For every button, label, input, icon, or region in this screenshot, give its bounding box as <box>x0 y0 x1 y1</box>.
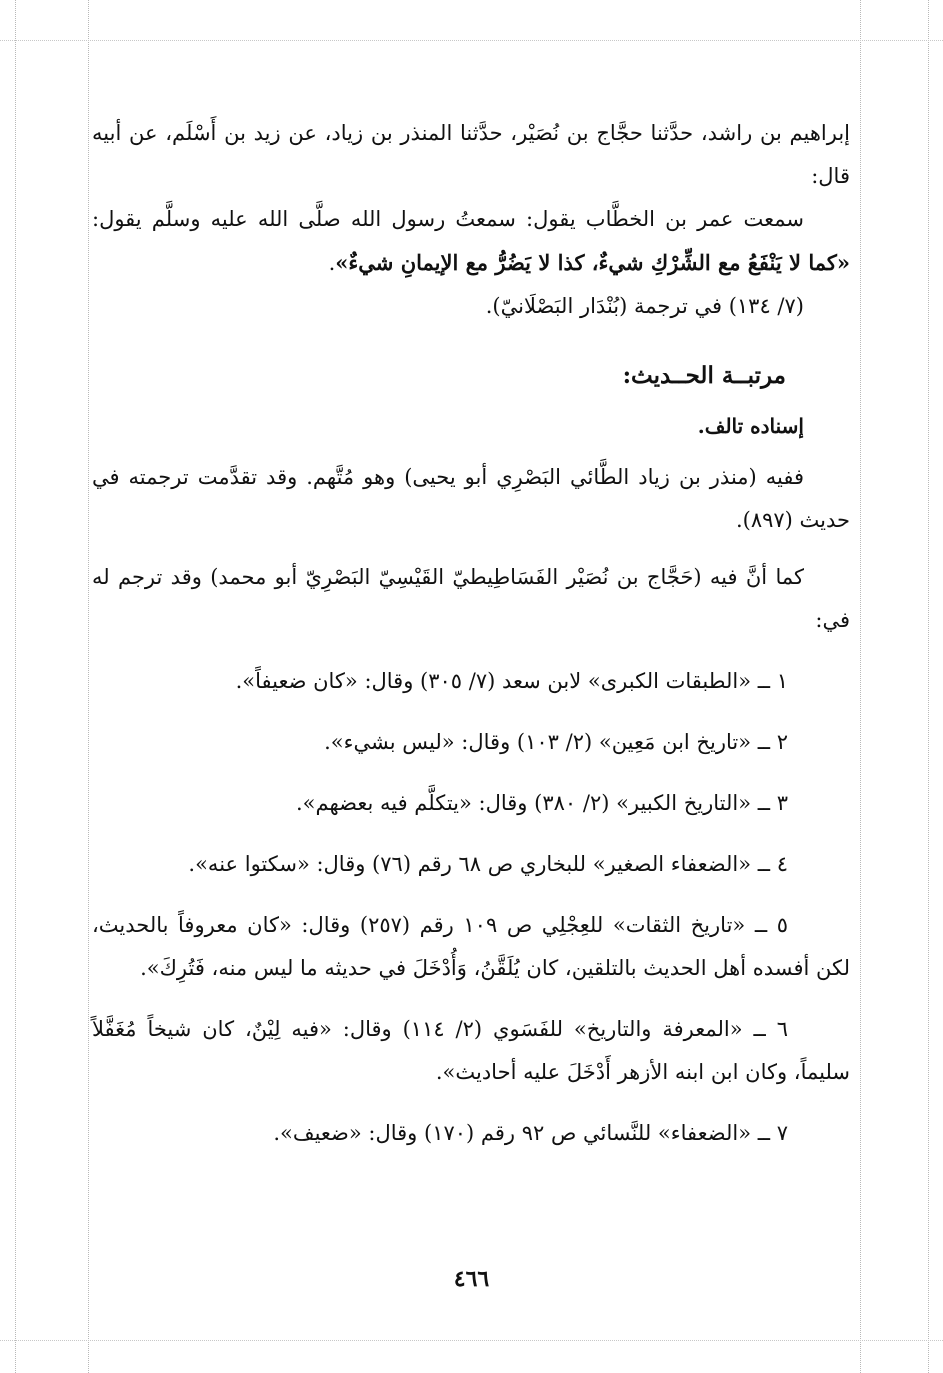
source-item-7: ٧ ــ «الضعفاء» للنَّسائي ص ٩٢ رقم (١٧٠) وقال: «ضعيف». <box>273 1121 788 1145</box>
scan-margin-line <box>928 0 929 1373</box>
hadith-text: «كما لا يَنْفَعُ مع الشِّرْكِ شيءٌ، كذا لا يَضُرُّ مع الإيمانِ شيءٌ» <box>335 250 850 275</box>
page-number: ٤٦٦ <box>453 1266 490 1292</box>
grading-verdict: إسناده تالف. <box>697 414 804 438</box>
scan-margin-line <box>15 0 16 1373</box>
page-body <box>92 112 850 1155</box>
scan-margin-line <box>0 1340 943 1341</box>
source-item-2: ٢ ــ «تاريخ ابن مَعِين» (٢/ ١٠٣) وقال: «ليس بشيء». <box>324 730 788 754</box>
source-item-4: ٤ ــ «الضعفاء الصغير» للبخاري ص ٦٨ رقم (٧٦) وقال: «سكتوا عنه». <box>188 852 788 876</box>
source-reference: (٧/ ١٣٤) في ترجمة (بُنْدَار البَصْلَانيّ). <box>485 294 804 318</box>
source-item-5: ٥ ــ «تاريخ الثقات» للعِجْلِي ص ١٠٩ رقم (٢٥٧) وقال: «كان معروفاً بالحديث، لكن أفسده أهل الحديث بالتلقين، كان يُلَقَّنُ، وَأُدْخَلَ في حديثه ما ليس منه، فَتُرِكَ». <box>92 913 850 980</box>
source-item-3: ٣ ــ «التاريخ الكبير» (٢/ ٣٨٠) وقال: «يتكلَّم فيه بعضهم». <box>295 791 788 815</box>
scan-margin-line <box>0 40 943 41</box>
hadith-intro: سمعت عمر بن الخطَّاب يقول: سمعتُ رسول الله صلَّى الله عليه وسلَّم يقول: <box>92 207 804 231</box>
source-item-1: ١ ــ «الطبقات الكبرى» لابن سعد (٧/ ٣٠٥) وقال: «كان ضعيفاً». <box>235 669 788 693</box>
isnad-chain: إبراهيم بن راشد، حدَّثنا حجَّاج بن نُصَيْر، حدَّثنا المنذر بن زياد، عن زيد بن أَسْلَم، عن أبيه قال: <box>92 121 850 188</box>
narrator-paragraph-2: كما أنَّ فيه (حَجَّاج بن نُصَيْر الفَسَاطِيطيّ القَيْسِيّ البَصْرِيّ أبو محمد) وقد ترجم له في: <box>92 565 850 632</box>
narrator-paragraph-1: ففيه (منذر بن زياد الطَّائي البَصْرِي أبو يحيى) وهو مُتَّهم. وقد تقدَّمت ترجمته في حديث (٨٩٧). <box>92 465 850 532</box>
hadith-end: . <box>328 251 336 275</box>
hadith-paragraph <box>92 198 850 285</box>
source-item-6: ٦ ــ «المعرفة والتاريخ» للفَسَوي (٢/ ١١٤) وقال: «فيه لِيْنٌ، كان شيخاً مُغَفَّلاً سليماً، وكان ابن ابنه الأزهر أَدْخَلَ عليه أحاديث». <box>92 1017 850 1084</box>
section-heading: مرتبــة الحــديث: <box>622 362 786 389</box>
scan-margin-line <box>860 0 861 1373</box>
scan-margin-line <box>88 0 89 1373</box>
